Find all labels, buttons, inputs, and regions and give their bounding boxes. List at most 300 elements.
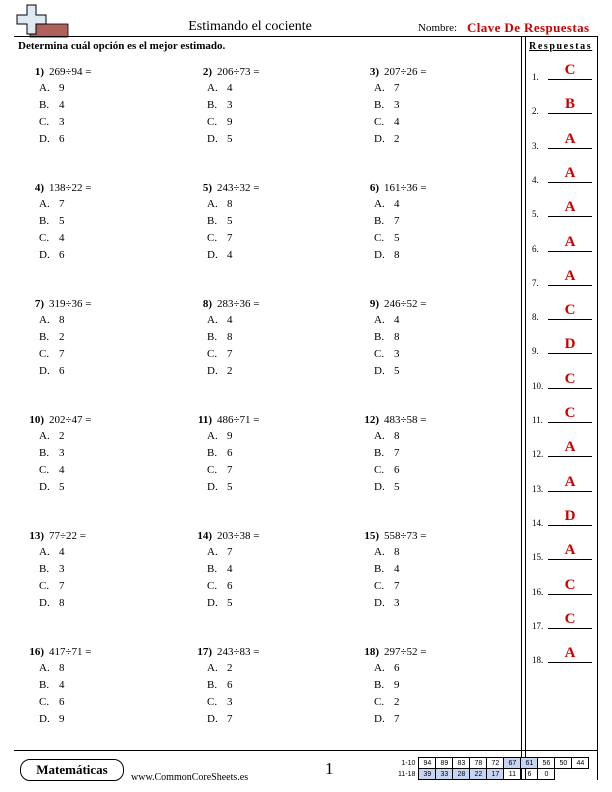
option-value: 8 <box>394 249 400 261</box>
answer-value: A <box>564 164 576 181</box>
option-letter: D. <box>207 133 218 145</box>
answer-line <box>548 491 592 492</box>
option-value: 3 <box>394 348 400 360</box>
answer-number: 6. <box>532 243 539 254</box>
option-value: 8 <box>394 430 400 442</box>
option-d <box>39 365 65 377</box>
option-value: 5 <box>227 215 233 227</box>
score-cell: 67 <box>504 758 521 769</box>
name-label: Nombre: <box>418 22 458 34</box>
option-letter: B. <box>207 99 218 111</box>
option-b <box>39 563 65 575</box>
answer-line <box>548 662 592 663</box>
option-d <box>39 481 65 493</box>
problem-number: 6) <box>369 182 379 194</box>
option-letter: D. <box>374 481 385 493</box>
option-letter: D. <box>207 597 218 609</box>
option-value: 2 <box>227 365 233 377</box>
option-letter: A. <box>39 314 50 326</box>
answer-number: 2. <box>532 106 539 117</box>
option-value: 3 <box>394 99 400 111</box>
problem-item <box>349 298 509 388</box>
answer-value: A <box>564 267 576 284</box>
option-c <box>207 580 233 592</box>
answer-value: C <box>564 370 576 387</box>
option-d <box>39 249 65 261</box>
problem-item <box>14 646 174 736</box>
option-value: 9 <box>59 82 65 94</box>
answer-value: C <box>564 62 576 78</box>
option-value: 6 <box>59 133 65 145</box>
instructions: Determina cuál opción es el mejor estimado. <box>18 40 226 52</box>
option-value: 5 <box>394 481 400 493</box>
option-value: 5 <box>394 232 400 244</box>
option-letter: A. <box>207 546 218 558</box>
option-c <box>207 348 233 360</box>
answer-line <box>548 182 592 183</box>
option-value: 2 <box>394 133 400 145</box>
problem-item <box>182 530 342 620</box>
option-letter: C. <box>374 580 385 592</box>
option-letter: C. <box>39 464 50 476</box>
answer-row <box>532 304 596 322</box>
answer-column-border-right <box>597 37 598 780</box>
option-value: 6 <box>227 447 233 459</box>
option-value: 4 <box>227 82 233 94</box>
footer-divider <box>14 750 598 751</box>
answer-line <box>548 559 592 560</box>
problem-number: 13) <box>29 530 44 542</box>
problem-expression: 269÷94 = <box>49 66 92 78</box>
option-letter: B. <box>374 563 385 575</box>
problem-number: 4) <box>34 182 44 194</box>
answer-row <box>532 98 596 116</box>
option-value: 6 <box>394 464 400 476</box>
option-value: 4 <box>59 464 65 476</box>
option-value: 4 <box>59 232 65 244</box>
answer-row <box>532 201 596 219</box>
answer-number: 18. <box>532 655 544 666</box>
option-b <box>39 99 65 111</box>
option-c <box>374 348 400 360</box>
option-value: 6 <box>59 365 65 377</box>
option-value: 6 <box>227 679 233 691</box>
score-cell: 72 <box>487 758 504 769</box>
option-d <box>207 365 233 377</box>
option-value: 2 <box>59 430 65 442</box>
problem-item <box>14 66 174 156</box>
option-a <box>207 546 233 558</box>
answer-row <box>532 544 596 562</box>
option-letter: C. <box>39 232 50 244</box>
answer-value: A <box>564 439 576 456</box>
answer-line <box>548 594 592 595</box>
answer-line <box>548 113 592 114</box>
answer-row <box>532 370 596 391</box>
answer-value: A <box>564 473 576 490</box>
option-a <box>374 198 400 210</box>
option-b <box>207 99 233 111</box>
problem-expression: 243÷83 = <box>217 646 260 658</box>
option-letter: C. <box>207 116 218 128</box>
option-a <box>207 314 233 326</box>
problem-number: 7) <box>34 298 44 310</box>
option-letter: A. <box>374 314 385 326</box>
option-a <box>39 546 65 558</box>
option-letter: A. <box>374 82 385 94</box>
option-letter: D. <box>374 365 385 377</box>
option-letter: A. <box>39 82 50 94</box>
option-d <box>374 249 400 261</box>
score-row-label: 11-18 <box>398 770 416 778</box>
problem-item <box>182 414 342 504</box>
option-letter: C. <box>39 696 50 708</box>
answer-number: 1. <box>532 72 539 82</box>
answer-line <box>548 319 592 320</box>
option-value: 5 <box>59 215 65 227</box>
answer-row <box>532 407 596 425</box>
answer-number: 11. <box>532 415 543 425</box>
score-cell: 94 <box>419 758 436 769</box>
option-letter: D. <box>374 713 385 725</box>
answer-number: 14. <box>532 517 544 528</box>
option-letter: C. <box>39 348 50 360</box>
score-cell: 22 <box>470 769 487 780</box>
option-d <box>207 481 233 493</box>
option-a <box>39 662 65 674</box>
option-d <box>39 713 65 725</box>
option-a <box>207 82 233 94</box>
problem-expression: 558÷73 = <box>384 530 427 542</box>
score-table <box>396 757 589 780</box>
problem-item <box>349 182 509 272</box>
option-b <box>374 99 400 111</box>
option-a <box>207 430 233 442</box>
problem-number: 10) <box>29 414 44 426</box>
option-a <box>374 314 400 326</box>
problem-number: 11) <box>197 414 212 426</box>
option-letter: B. <box>374 215 385 227</box>
option-letter: D. <box>207 713 218 725</box>
option-letter: A. <box>207 82 218 94</box>
brand-badge: Matemáticas <box>20 759 124 781</box>
problem-expression: 202÷47 = <box>49 414 92 426</box>
option-letter: D. <box>207 249 218 261</box>
option-letter: B. <box>374 447 385 459</box>
answer-row <box>532 267 596 288</box>
option-letter: A. <box>39 198 50 210</box>
answer-value: A <box>564 542 576 559</box>
option-letter: A. <box>374 198 385 210</box>
option-letter: D. <box>39 249 50 261</box>
option-c <box>39 696 65 708</box>
option-value: 5 <box>227 481 233 493</box>
page-number: 1 <box>325 759 334 778</box>
option-value: 8 <box>59 662 65 674</box>
option-b <box>39 679 65 691</box>
answer-line <box>548 285 592 286</box>
option-b <box>374 679 400 691</box>
answer-number: 10. <box>532 380 544 391</box>
option-letter: A. <box>374 430 385 442</box>
answer-number: 16. <box>532 586 544 597</box>
score-cell: 6 <box>521 769 538 780</box>
option-letter: A. <box>207 430 218 442</box>
answer-number: 17. <box>532 620 544 631</box>
option-value: 4 <box>394 563 400 575</box>
score-cell: 33 <box>436 769 453 780</box>
option-value: 6 <box>394 662 400 674</box>
option-letter: D. <box>374 249 385 261</box>
answer-number: 4. <box>532 174 539 185</box>
option-letter: B. <box>207 679 218 691</box>
answer-value: B <box>564 96 575 113</box>
option-d <box>207 597 233 609</box>
option-d <box>374 481 400 493</box>
option-c <box>374 116 400 128</box>
problem-expression: 486÷71 = <box>217 414 260 426</box>
option-value: 3 <box>394 597 400 609</box>
website-link[interactable]: www.CommonCoreSheets.es <box>131 772 249 783</box>
option-value: 4 <box>394 116 400 128</box>
option-d <box>39 597 65 609</box>
option-letter: D. <box>374 597 385 609</box>
option-letter: D. <box>39 713 50 725</box>
option-d <box>374 365 400 377</box>
answers-heading: Respuestas <box>529 41 593 52</box>
option-c <box>39 464 65 476</box>
answer-row <box>532 130 596 151</box>
score-cell: 17 <box>487 769 504 780</box>
option-a <box>39 198 65 210</box>
answer-line <box>548 628 592 629</box>
problem-expression: 283÷36 = <box>217 298 260 310</box>
score-cell: 78 <box>470 758 487 769</box>
option-letter: B. <box>39 679 50 691</box>
option-value: 4 <box>227 314 233 326</box>
answer-line <box>548 388 592 389</box>
option-value: 2 <box>227 662 233 674</box>
option-value: 3 <box>227 99 233 111</box>
option-letter: D. <box>39 597 50 609</box>
problem-number: 3) <box>369 66 379 78</box>
option-value: 7 <box>394 215 400 227</box>
option-b <box>39 447 65 459</box>
option-d <box>374 713 400 725</box>
problem-item <box>349 646 509 736</box>
option-c <box>207 464 233 476</box>
answer-line <box>548 353 592 354</box>
problem-item <box>182 182 342 272</box>
option-d <box>207 249 233 261</box>
option-value: 8 <box>59 597 65 609</box>
score-cell: 83 <box>453 758 470 769</box>
answer-number: 8. <box>532 312 539 323</box>
option-letter: B. <box>39 447 50 459</box>
option-value: 9 <box>227 116 233 128</box>
option-value: 7 <box>394 82 400 94</box>
option-letter: A. <box>207 198 218 210</box>
option-value: 8 <box>394 546 400 558</box>
option-a <box>374 430 400 442</box>
option-value: 3 <box>59 116 65 128</box>
option-value: 7 <box>394 447 400 459</box>
problem-number: 2) <box>202 66 212 78</box>
problem-expression: 206÷73 = <box>217 66 260 78</box>
option-b <box>374 563 400 575</box>
option-c <box>207 116 233 128</box>
answer-value: D <box>564 336 576 353</box>
option-b <box>374 331 400 343</box>
option-b <box>207 679 233 691</box>
score-cell: 89 <box>436 758 453 769</box>
option-value: 7 <box>227 464 233 476</box>
answer-row <box>532 576 596 597</box>
problem-item <box>14 530 174 620</box>
problem-item <box>14 182 174 272</box>
option-letter: D. <box>39 365 50 377</box>
option-value: 7 <box>394 713 400 725</box>
answer-value: A <box>564 130 576 147</box>
option-letter: B. <box>207 447 218 459</box>
score-cell: 39 <box>419 769 436 780</box>
option-c <box>39 348 65 360</box>
problem-number: 9) <box>369 298 379 310</box>
option-d <box>374 133 400 145</box>
answer-row <box>532 164 596 185</box>
answer-line <box>548 79 592 80</box>
answer-row <box>532 441 596 459</box>
problem-number: 16) <box>29 646 44 658</box>
math-plus-logo-icon <box>14 4 70 38</box>
problem-item <box>14 414 174 504</box>
option-letter: A. <box>374 546 385 558</box>
option-letter: B. <box>39 563 50 575</box>
problem-number: 8) <box>202 298 212 310</box>
answer-line <box>548 148 592 149</box>
option-value: 2 <box>59 331 65 343</box>
option-a <box>207 198 233 210</box>
score-cell: 61 <box>521 758 538 769</box>
option-c <box>39 580 65 592</box>
option-value: 4 <box>59 679 65 691</box>
option-a <box>39 430 65 442</box>
option-b <box>374 447 400 459</box>
answer-row <box>532 233 596 254</box>
option-letter: C. <box>207 232 218 244</box>
problem-expression: 417÷71 = <box>49 646 92 658</box>
option-letter: B. <box>374 679 385 691</box>
option-letter: C. <box>207 580 218 592</box>
problem-item <box>182 646 342 736</box>
option-value: 4 <box>59 546 65 558</box>
option-letter: D. <box>207 365 218 377</box>
answer-number: 9. <box>532 346 539 357</box>
option-value: 4 <box>394 314 400 326</box>
answer-value: C <box>564 302 576 319</box>
score-row <box>396 769 589 780</box>
answer-value: A <box>564 645 576 662</box>
option-value: 7 <box>59 198 65 210</box>
option-c <box>374 232 400 244</box>
option-letter: B. <box>207 563 218 575</box>
option-letter: A. <box>207 662 218 674</box>
score-cell: 11 <box>504 769 521 780</box>
answer-line <box>548 251 592 252</box>
answer-value: C <box>564 405 576 421</box>
option-a <box>39 314 65 326</box>
option-d <box>207 713 233 725</box>
problem-number: 15) <box>364 530 379 542</box>
option-value: 5 <box>59 481 65 493</box>
option-letter: C. <box>374 348 385 360</box>
option-letter: B. <box>207 331 218 343</box>
option-value: 7 <box>394 580 400 592</box>
option-d <box>374 597 400 609</box>
option-value: 8 <box>227 198 233 210</box>
problem-expression: 203÷38 = <box>217 530 260 542</box>
problem-number: 5) <box>202 182 212 194</box>
answer-number: 13. <box>532 483 544 494</box>
answer-value: C <box>564 610 576 627</box>
answer-value: D <box>564 507 576 524</box>
option-value: 8 <box>59 314 65 326</box>
option-letter: B. <box>39 99 50 111</box>
option-b <box>207 563 233 575</box>
option-letter: C. <box>207 348 218 360</box>
problem-number: 18) <box>364 646 379 658</box>
problem-number: 17) <box>197 646 212 658</box>
problem-expression: 319÷36 = <box>49 298 92 310</box>
option-b <box>374 215 400 227</box>
option-value: 7 <box>227 348 233 360</box>
problem-item <box>349 414 509 504</box>
option-value: 7 <box>227 546 233 558</box>
option-value: 5 <box>227 133 233 145</box>
option-letter: B. <box>39 215 50 227</box>
answer-value: A <box>564 233 576 250</box>
problem-expression: 297÷52 = <box>384 646 427 658</box>
option-letter: D. <box>39 481 50 493</box>
option-a <box>374 662 400 674</box>
option-value: 5 <box>394 365 400 377</box>
score-row <box>396 758 589 769</box>
answer-row <box>532 64 596 82</box>
option-value: 4 <box>394 198 400 210</box>
option-letter: B. <box>39 331 50 343</box>
answer-number: 3. <box>532 140 539 151</box>
problem-item <box>14 298 174 388</box>
header-divider <box>14 36 598 37</box>
option-value: 6 <box>59 696 65 708</box>
problem-number: 1) <box>34 66 44 78</box>
option-value: 5 <box>227 597 233 609</box>
problem-number: 14) <box>197 530 212 542</box>
option-letter: C. <box>374 696 385 708</box>
option-c <box>39 116 65 128</box>
score-cell: 28 <box>453 769 470 780</box>
option-letter: C. <box>39 116 50 128</box>
problem-item <box>349 66 509 156</box>
answer-number: 12. <box>532 449 544 460</box>
option-c <box>374 580 400 592</box>
option-letter: A. <box>374 662 385 674</box>
answer-number: 15. <box>532 552 544 563</box>
option-b <box>207 331 233 343</box>
answer-column-border-left-inner <box>525 37 526 780</box>
option-b <box>207 215 233 227</box>
option-a <box>39 82 65 94</box>
